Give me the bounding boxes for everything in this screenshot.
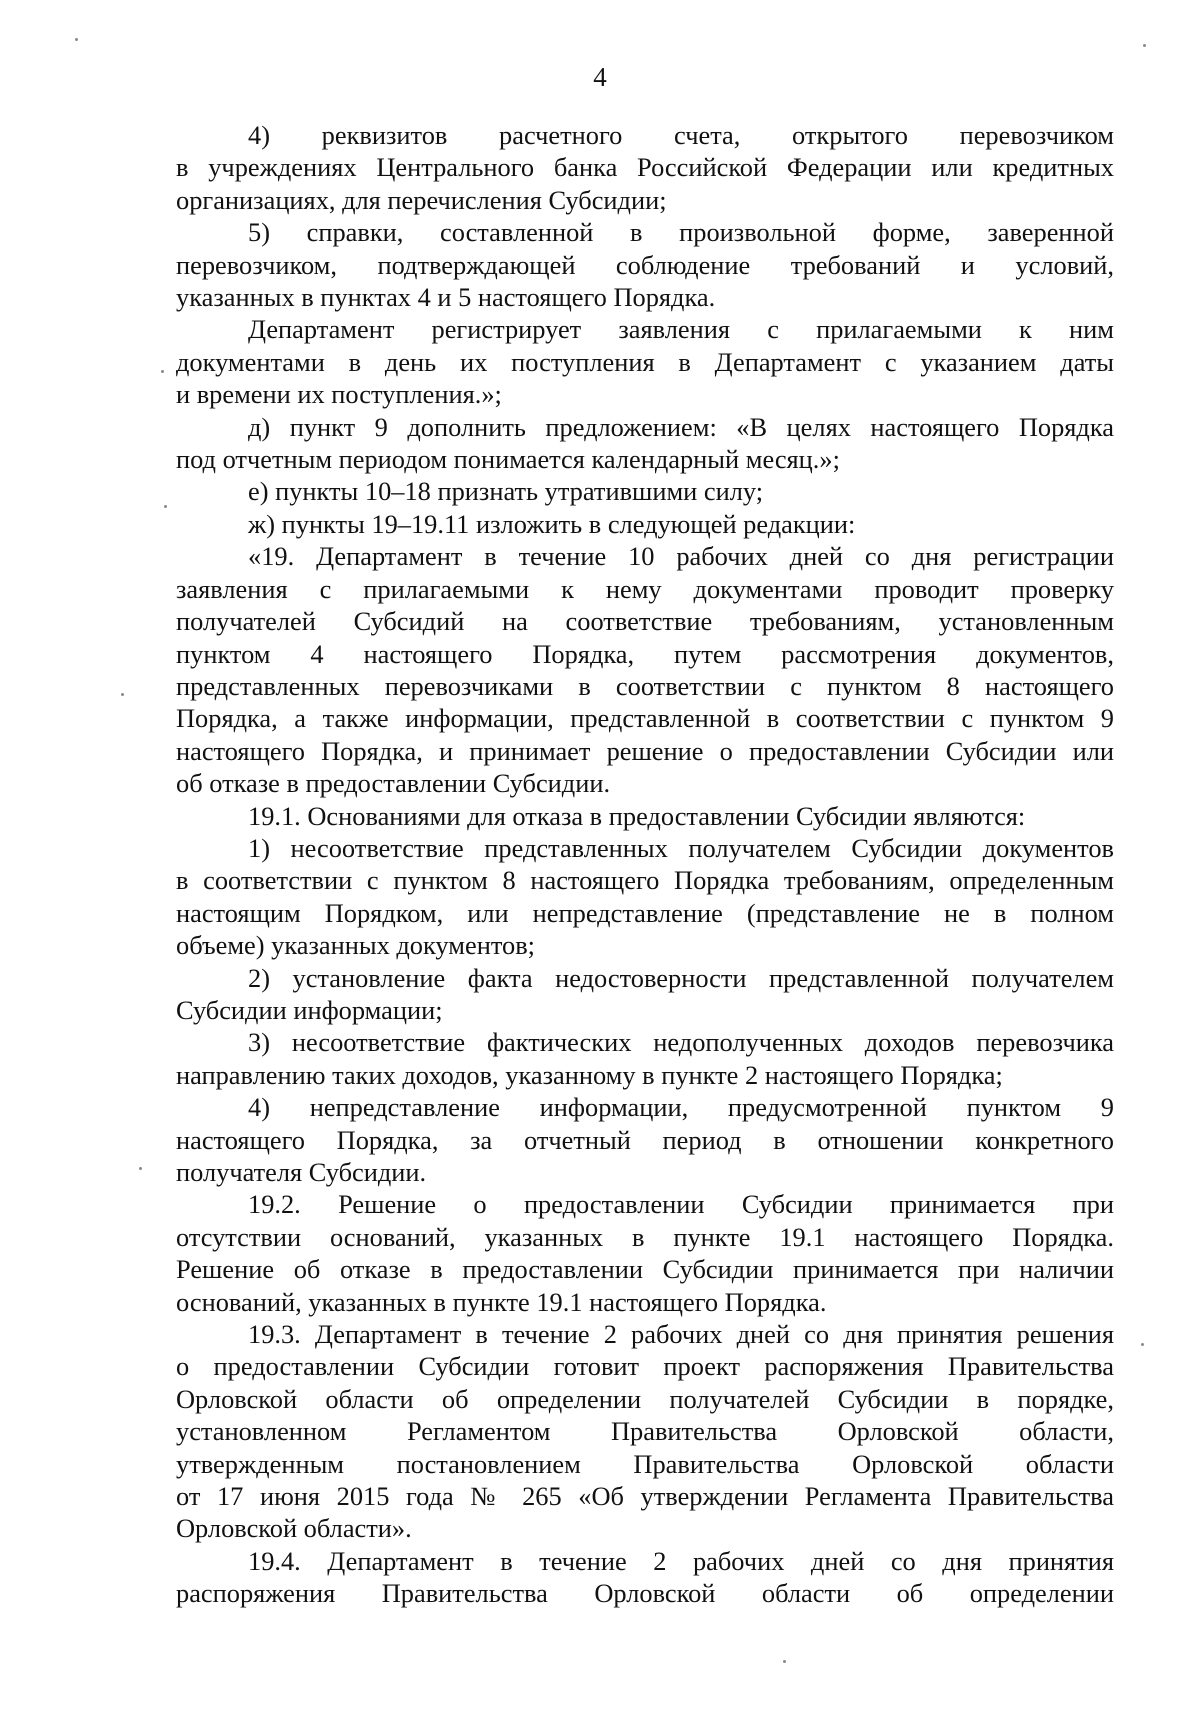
text-line: указанных в пунктах 4 и 5 настоящего Порядка. [176, 282, 716, 313]
paragraph [176, 475, 1114, 507]
text-line: документами в день их поступления в Департамент с указанием даты [176, 346, 1114, 377]
text-line: 19.1. Основаниями для отказа в предоставлении Субсидии являются: [248, 800, 1026, 831]
text-line: распоряжения Правительства Орловской области об определении [176, 1578, 1114, 1609]
paragraph [176, 832, 1114, 962]
text-line: «19. Департамент в течение 10 рабочих дней со дня регистрации [248, 541, 1114, 572]
scan-speck [161, 370, 164, 373]
paragraph [176, 800, 1114, 832]
text-line: Порядка, а также информации, представленной в соответствии с пунктом 9 [176, 703, 1114, 734]
text-line: Департамент регистрирует заявления с прилагаемыми к ним [248, 314, 1114, 345]
text-line: 19.3. Департамент в течение 2 рабочих дней со дня принятия решения [248, 1319, 1114, 1350]
text-line: об отказе в предоставлении Субсидии. [176, 768, 611, 799]
text-line: 19.2. Решение о предоставлении Субсидии принимается при [248, 1189, 1114, 1220]
text-line: получателя Субсидии. [176, 1157, 427, 1187]
text-line: настоящего Порядка, и принимает решение о предоставлении Субсидии или [176, 735, 1114, 766]
text-line: 4) реквизитов расчетного счета, открытого перевозчиком [248, 120, 1114, 150]
text-line: установленном Регламентом Правительства Орловской области, [176, 1416, 1114, 1447]
text-line: ж) пункты 19–19.11 изложить в следующей редакции: [248, 508, 856, 539]
text-line: 19.4. Департамент в течение 2 рабочих дней со дня принятия [248, 1545, 1114, 1576]
text-line: утвержденным постановлением Правительства Орловской области [176, 1448, 1114, 1479]
text-line: Орловской области об определении получателей Субсидии в порядке, [176, 1383, 1114, 1414]
scan-speck [164, 505, 167, 508]
text-line: Решение об отказе в предоставлении Субсидии принимается при наличии [176, 1254, 1114, 1285]
text-line: 3) несоответствие фактических недополученных доходов перевозчика [248, 1027, 1114, 1058]
text-line: и времени их поступления.»; [176, 379, 502, 410]
scan-speck [1141, 1343, 1144, 1346]
paragraph [176, 1188, 1114, 1318]
paragraph [176, 1091, 1114, 1188]
document-body [176, 119, 1114, 1610]
text-line: о предоставлении Субсидии готовит проект распоряжения Правительства [176, 1351, 1114, 1382]
text-line: получателей Субсидий на соответствие требованиям, установленным [176, 606, 1114, 637]
paragraph [176, 119, 1114, 216]
text-line: пунктом 4 настоящего Порядка, путем рассмотрения документов, [176, 638, 1114, 669]
scan-speck [139, 1167, 142, 1170]
paragraph [176, 313, 1114, 410]
paragraph [176, 411, 1114, 476]
paragraph [176, 216, 1114, 313]
text-line: оснований, указанных в пункте 19.1 настоящего Порядка. [176, 1286, 827, 1317]
text-line: организациях, для перечисления Субсидии; [176, 184, 667, 215]
text-line: перевозчиком, подтверждающей соблюдение требований и условий, [176, 249, 1114, 280]
text-line: объеме) указанных документов; [176, 930, 535, 961]
text-line: в учреждениях Центрального банка Российской Федерации или кредитных [176, 152, 1114, 183]
paragraph [176, 540, 1114, 799]
text-line: Орловской области». [176, 1513, 412, 1544]
text-line: 1) несоответствие представленных получателем Субсидии документов [248, 832, 1114, 863]
text-line: 2) установление факта недостоверности представленной получателем [248, 962, 1114, 993]
text-line: 5) справки, составленной в произвольной форме, заверенной [248, 217, 1114, 248]
text-line: в соответствии с пунктом 8 настоящего Порядка требованиям, определенным [176, 865, 1114, 896]
page-number: 4 [593, 62, 607, 92]
text-line: отсутствии оснований, указанных в пункте 19.1 настоящего Порядка. [176, 1221, 1114, 1252]
paragraph [176, 962, 1114, 1027]
paragraph [176, 1318, 1114, 1545]
text-line: е) пункты 10–18 признать утратившими силу; [248, 476, 764, 507]
paragraph [176, 1545, 1114, 1610]
text-line: д) пункт 9 дополнить предложением: «В целях настоящего Порядка [248, 411, 1114, 442]
paragraph [176, 508, 1114, 540]
text-line: направлению таких доходов, указанному в пункте 2 настоящего Порядка; [176, 1059, 1003, 1090]
scan-speck [783, 1660, 786, 1663]
scan-speck [121, 693, 124, 696]
text-line: представленных перевозчиками в соответствии с пунктом 8 настоящего [176, 670, 1114, 701]
scan-speck [75, 38, 78, 41]
text-line: от 17 июня 2015 года № 265 «Об утверждении Регламента Правительства [176, 1481, 1114, 1512]
text-line: настоящим Порядком, или непредставление (представление не в полном [176, 897, 1114, 928]
text-line: 4) непредставление информации, предусмотренной пунктом 9 [248, 1092, 1114, 1123]
paragraph [176, 1026, 1114, 1091]
text-line: настоящего Порядка, за отчетный период в отношении конкретного [176, 1124, 1114, 1155]
text-line: Субсидии информации; [176, 994, 443, 1025]
scan-speck [1143, 44, 1146, 47]
text-line: заявления с прилагаемыми к нему документами проводит проверку [176, 573, 1114, 604]
text-line: под отчетным периодом понимается календарный месяц.»; [176, 444, 840, 475]
